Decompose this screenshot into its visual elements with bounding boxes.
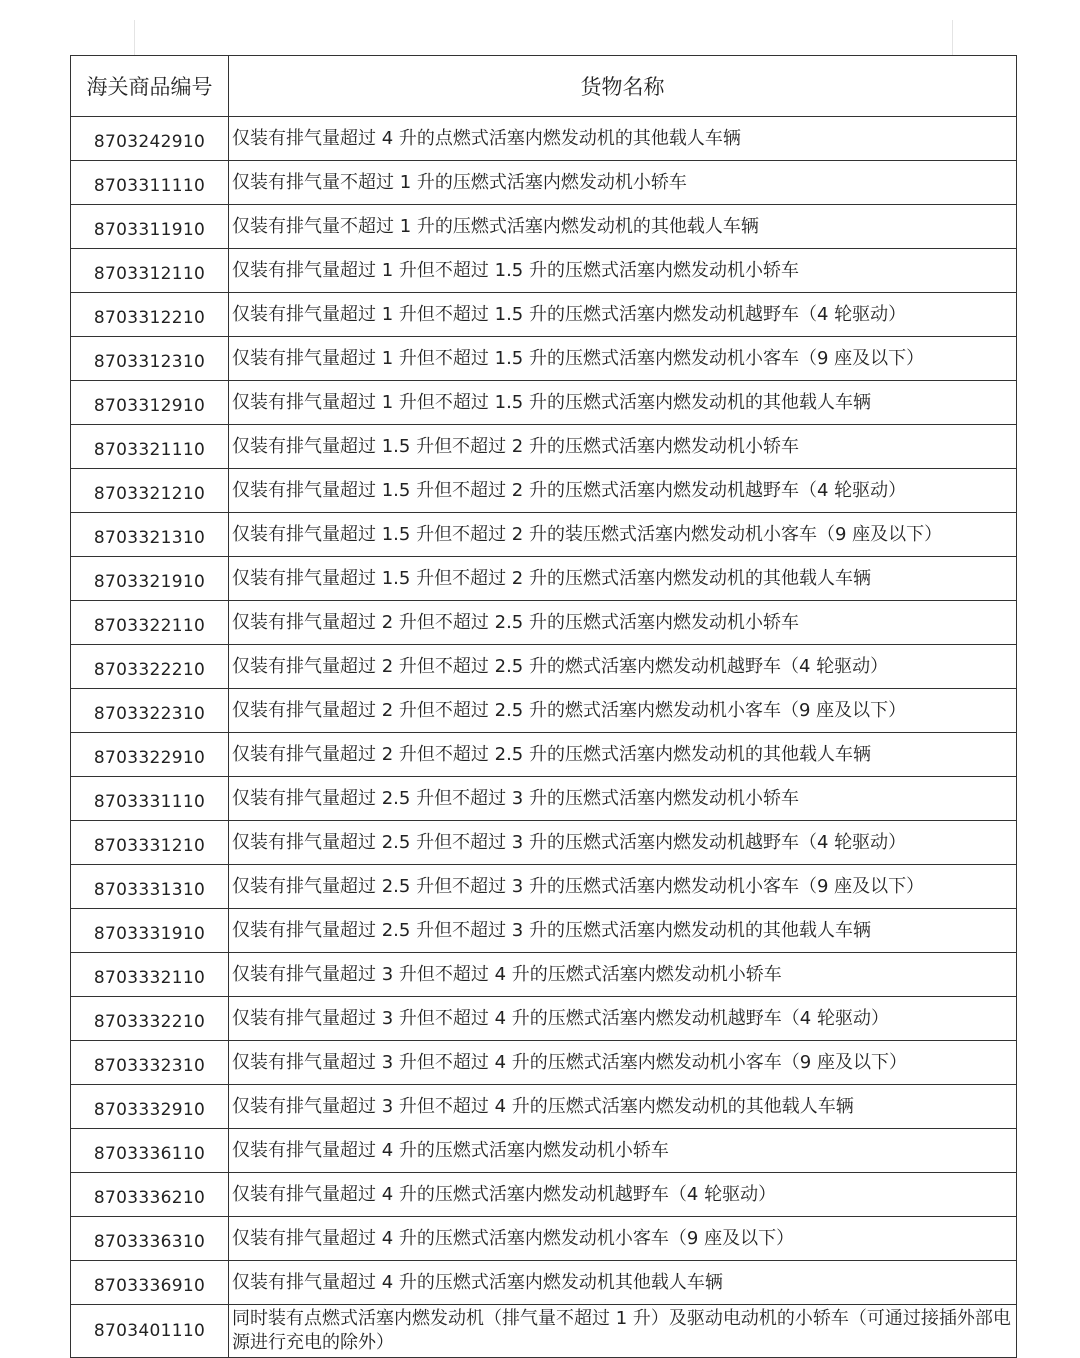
hs-code-cell: 8703322310: [71, 689, 229, 733]
table-row: [71, 865, 1017, 909]
goods-name-cell: 仅装有排气量超过 1.5 升但不超过 2 升的装压燃式活塞内燃发动机小客车（9 座及以下）: [229, 513, 1017, 557]
goods-name-cell: 仅装有排气量超过 4 升的压燃式活塞内燃发动机小轿车: [229, 1129, 1017, 1173]
goods-name-cell: 仅装有排气量超过 2 升但不超过 2.5 升的燃式活塞内燃发动机小客车（9 座及以下）: [229, 689, 1017, 733]
goods-name-cell: 仅装有排气量不超过 1 升的压燃式活塞内燃发动机的其他载人车辆: [229, 205, 1017, 249]
hs-code-cell: 8703336310: [71, 1217, 229, 1261]
table-row: [71, 733, 1017, 777]
goods-name-cell: 仅装有排气量超过 2 升但不超过 2.5 升的压燃式活塞内燃发动机小轿车: [229, 601, 1017, 645]
goods-name-cell: 同时装有点燃式活塞内燃发动机（排气量不超过 1 升）及驱动电动机的小轿车（可通过接插外部电源进行充电的除外）: [229, 1305, 1017, 1358]
table-row: [71, 1085, 1017, 1129]
goods-name-cell: 仅装有排气量超过 3 升但不超过 4 升的压燃式活塞内燃发动机越野车（4 轮驱动）: [229, 997, 1017, 1041]
header-code: 海关商品编号: [71, 56, 229, 117]
header-name: 货物名称: [229, 56, 1017, 117]
hs-code-cell: 8703332910: [71, 1085, 229, 1129]
hs-code-cell: 8703331910: [71, 909, 229, 953]
hs-code-cell: 8703321310: [71, 513, 229, 557]
hs-code-cell: 8703401110: [71, 1305, 229, 1358]
table-row: [71, 997, 1017, 1041]
hs-code-cell: 8703321210: [71, 469, 229, 513]
goods-name-cell: 仅装有排气量超过 2 升但不超过 2.5 升的燃式活塞内燃发动机越野车（4 轮驱动）: [229, 645, 1017, 689]
table-row: [71, 1041, 1017, 1085]
table-row: [71, 513, 1017, 557]
goods-name-cell: 仅装有排气量超过 1.5 升但不超过 2 升的压燃式活塞内燃发动机越野车（4 轮驱动）: [229, 469, 1017, 513]
hs-code-cell: 8703312110: [71, 249, 229, 293]
table-row: [71, 645, 1017, 689]
table-header-row: [71, 56, 1017, 117]
hs-code-cell: 8703322110: [71, 601, 229, 645]
goods-name-cell: 仅装有排气量超过 4 升的点燃式活塞内燃发动机的其他载人车辆: [229, 117, 1017, 161]
goods-name-cell: 仅装有排气量不超过 1 升的压燃式活塞内燃发动机小轿车: [229, 161, 1017, 205]
table-row: [71, 161, 1017, 205]
table-row: [71, 293, 1017, 337]
table-row: [71, 425, 1017, 469]
hs-code-cell: 8703336910: [71, 1261, 229, 1305]
hs-code-cell: 8703336210: [71, 1173, 229, 1217]
table-row: [71, 557, 1017, 601]
table-row: [71, 909, 1017, 953]
hs-code-cell: 8703312210: [71, 293, 229, 337]
hs-code-cell: 8703312310: [71, 337, 229, 381]
hs-code-cell: 8703312910: [71, 381, 229, 425]
goods-name-cell: 仅装有排气量超过 2.5 升但不超过 3 升的压燃式活塞内燃发动机小轿车: [229, 777, 1017, 821]
goods-name-cell: 仅装有排气量超过 3 升但不超过 4 升的压燃式活塞内燃发动机小客车（9 座及以下）: [229, 1041, 1017, 1085]
goods-name-cell: 仅装有排气量超过 2.5 升但不超过 3 升的压燃式活塞内燃发动机的其他载人车辆: [229, 909, 1017, 953]
hs-code-cell: 8703311910: [71, 205, 229, 249]
table-row: [71, 1129, 1017, 1173]
table-row: [71, 249, 1017, 293]
goods-name-cell: 仅装有排气量超过 3 升但不超过 4 升的压燃式活塞内燃发动机的其他载人车辆: [229, 1085, 1017, 1129]
hs-code-cell: 8703331310: [71, 865, 229, 909]
goods-name-cell: 仅装有排气量超过 2.5 升但不超过 3 升的压燃式活塞内燃发动机越野车（4 轮驱动）: [229, 821, 1017, 865]
goods-name-cell: 仅装有排气量超过 4 升的压燃式活塞内燃发动机小客车（9 座及以下）: [229, 1217, 1017, 1261]
table-row: [71, 469, 1017, 513]
table-row: [71, 1305, 1017, 1358]
hs-code-cell: 8703242910: [71, 117, 229, 161]
hs-code-cell: 8703331110: [71, 777, 229, 821]
page-guide-line: [134, 20, 135, 55]
table-row: [71, 689, 1017, 733]
hs-code-cell: 8703331210: [71, 821, 229, 865]
table-row: [71, 117, 1017, 161]
table-row: [71, 1173, 1017, 1217]
goods-name-cell: 仅装有排气量超过 4 升的压燃式活塞内燃发动机其他载人车辆: [229, 1261, 1017, 1305]
hs-code-cell: 8703336110: [71, 1129, 229, 1173]
table-row: [71, 1261, 1017, 1305]
hs-code-cell: 8703321910: [71, 557, 229, 601]
goods-name-cell: 仅装有排气量超过 1 升但不超过 1.5 升的压燃式活塞内燃发动机越野车（4 轮驱动）: [229, 293, 1017, 337]
goods-name-cell: 仅装有排气量超过 1 升但不超过 1.5 升的压燃式活塞内燃发动机小轿车: [229, 249, 1017, 293]
hs-code-cell: 8703322910: [71, 733, 229, 777]
hs-code-cell: 8703332210: [71, 997, 229, 1041]
customs-goods-table: [70, 55, 1017, 1358]
hs-code-cell: 8703322210: [71, 645, 229, 689]
table-row: [71, 205, 1017, 249]
goods-name-cell: 仅装有排气量超过 2.5 升但不超过 3 升的压燃式活塞内燃发动机小客车（9 座及以下）: [229, 865, 1017, 909]
goods-name-cell: 仅装有排气量超过 3 升但不超过 4 升的压燃式活塞内燃发动机小轿车: [229, 953, 1017, 997]
hs-code-cell: 8703311110: [71, 161, 229, 205]
table-row: [71, 601, 1017, 645]
goods-name-cell: 仅装有排气量超过 1.5 升但不超过 2 升的压燃式活塞内燃发动机的其他载人车辆: [229, 557, 1017, 601]
goods-name-cell: 仅装有排气量超过 2 升但不超过 2.5 升的压燃式活塞内燃发动机的其他载人车辆: [229, 733, 1017, 777]
table-row: [71, 953, 1017, 997]
table-row: [71, 821, 1017, 865]
goods-name-cell: 仅装有排气量超过 1 升但不超过 1.5 升的压燃式活塞内燃发动机的其他载人车辆: [229, 381, 1017, 425]
table-row: [71, 777, 1017, 821]
goods-name-cell: 仅装有排气量超过 1.5 升但不超过 2 升的压燃式活塞内燃发动机小轿车: [229, 425, 1017, 469]
hs-code-cell: 8703321110: [71, 425, 229, 469]
page-guide-line: [952, 20, 953, 55]
table-row: [71, 381, 1017, 425]
goods-name-cell: 仅装有排气量超过 4 升的压燃式活塞内燃发动机越野车（4 轮驱动）: [229, 1173, 1017, 1217]
goods-name-cell: 仅装有排气量超过 1 升但不超过 1.5 升的压燃式活塞内燃发动机小客车（9 座及以下）: [229, 337, 1017, 381]
hs-code-cell: 8703332110: [71, 953, 229, 997]
table-row: [71, 337, 1017, 381]
hs-code-cell: 8703332310: [71, 1041, 229, 1085]
